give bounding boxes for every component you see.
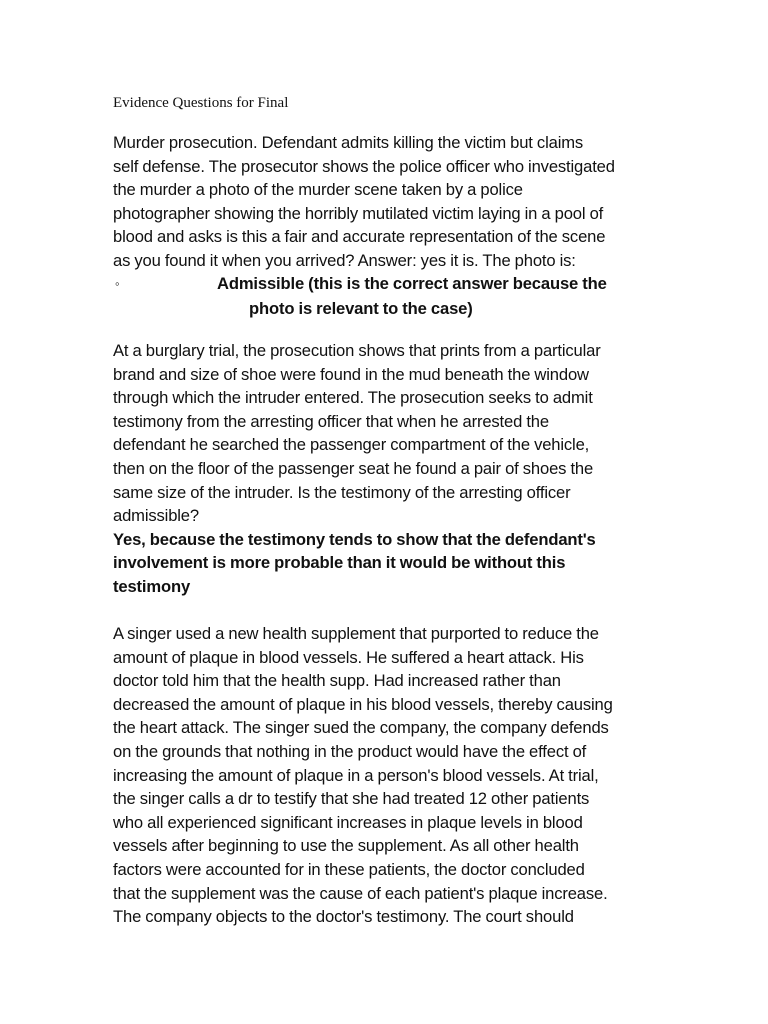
question-2-line: same size of the intruder. Is the testimony of the arresting officer	[113, 482, 571, 502]
question-3-line: increasing the amount of plaque in a person's blood vessels. At trial,	[113, 765, 599, 785]
question-2-line: brand and size of shoe were found in the mud beneath the window	[113, 364, 589, 384]
question-3-line: vessels after beginning to use the supplement. As all other health	[113, 836, 579, 856]
question-2-line: then on the floor of the passenger seat he found a pair of shoes the	[113, 458, 594, 478]
question-2-answer-line: involvement is more probable than it would be without this	[113, 553, 566, 573]
question-2-answer-line: testimony	[113, 576, 191, 596]
question-3-line: decreased the amount of plaque in his blood vessels, thereby causing	[113, 694, 613, 714]
question-2-line: testimony from the arresting officer that when he arrested the	[113, 411, 549, 431]
question-3-text	[113, 622, 613, 929]
question-1-answer-line: photo is relevant to the case)	[249, 299, 473, 318]
question-1-line: photographer showing the horribly mutilated victim laying in a pool of	[113, 203, 604, 223]
question-3-line: that the supplement was the cause of each patient's plaque increase.	[113, 883, 608, 903]
question-3-line: on the grounds that nothing in the product would have the effect of	[113, 741, 587, 761]
question-1-line: blood and asks is this a fair and accurate representation of the scene	[113, 227, 606, 247]
question-2-line: through which the intruder entered. The prosecution seeks to admit	[113, 388, 593, 408]
document-title: Evidence Questions for Final	[113, 95, 289, 111]
question-3-line: who all experienced significant increases in plaque levels in blood	[113, 812, 583, 832]
question-3-line: A singer used a new health supplement that purported to reduce the	[113, 624, 599, 643]
question-2-line: defendant he searched the passenger compartment of the vehicle,	[113, 435, 590, 455]
question-1-line: as you found it when you arrived? Answer: yes it is. The photo is:	[113, 250, 576, 270]
question-1-line: self defense. The prosecutor shows the police officer who investigated	[113, 156, 615, 176]
question-2-text	[113, 339, 601, 599]
question-1-line: the murder a photo of the murder scene taken by a police	[113, 180, 523, 200]
question-2-line: admissible?	[113, 506, 199, 526]
question-3-line: the singer calls a dr to testify that she had treated 12 other patients	[113, 789, 590, 809]
question-3-line: factors were accounted for in these patients, the doctor concluded	[113, 859, 585, 879]
question-1-answer-line: Admissible (this is the correct answer because the	[217, 274, 607, 293]
question-1-text	[113, 131, 615, 273]
question-3-line: doctor told him that the health supp. Had increased rather than	[113, 671, 561, 691]
question-2-line: At a burglary trial, the prosecution shows that prints from a particular	[113, 341, 601, 360]
question-1-line: Murder prosecution. Defendant admits killing the victim but claims	[113, 133, 584, 152]
bullet-icon: ◦	[115, 276, 120, 291]
question-2-answer-line: Yes, because the testimony tends to show that the defendant's	[113, 529, 596, 549]
question-3-line: the heart attack. The singer sued the company, the company defends	[113, 718, 609, 738]
question-3-line: amount of plaque in blood vessels. He suffered a heart attack. His	[113, 647, 584, 667]
question-3-line: The company objects to the doctor's testimony. The court should	[113, 907, 574, 927]
